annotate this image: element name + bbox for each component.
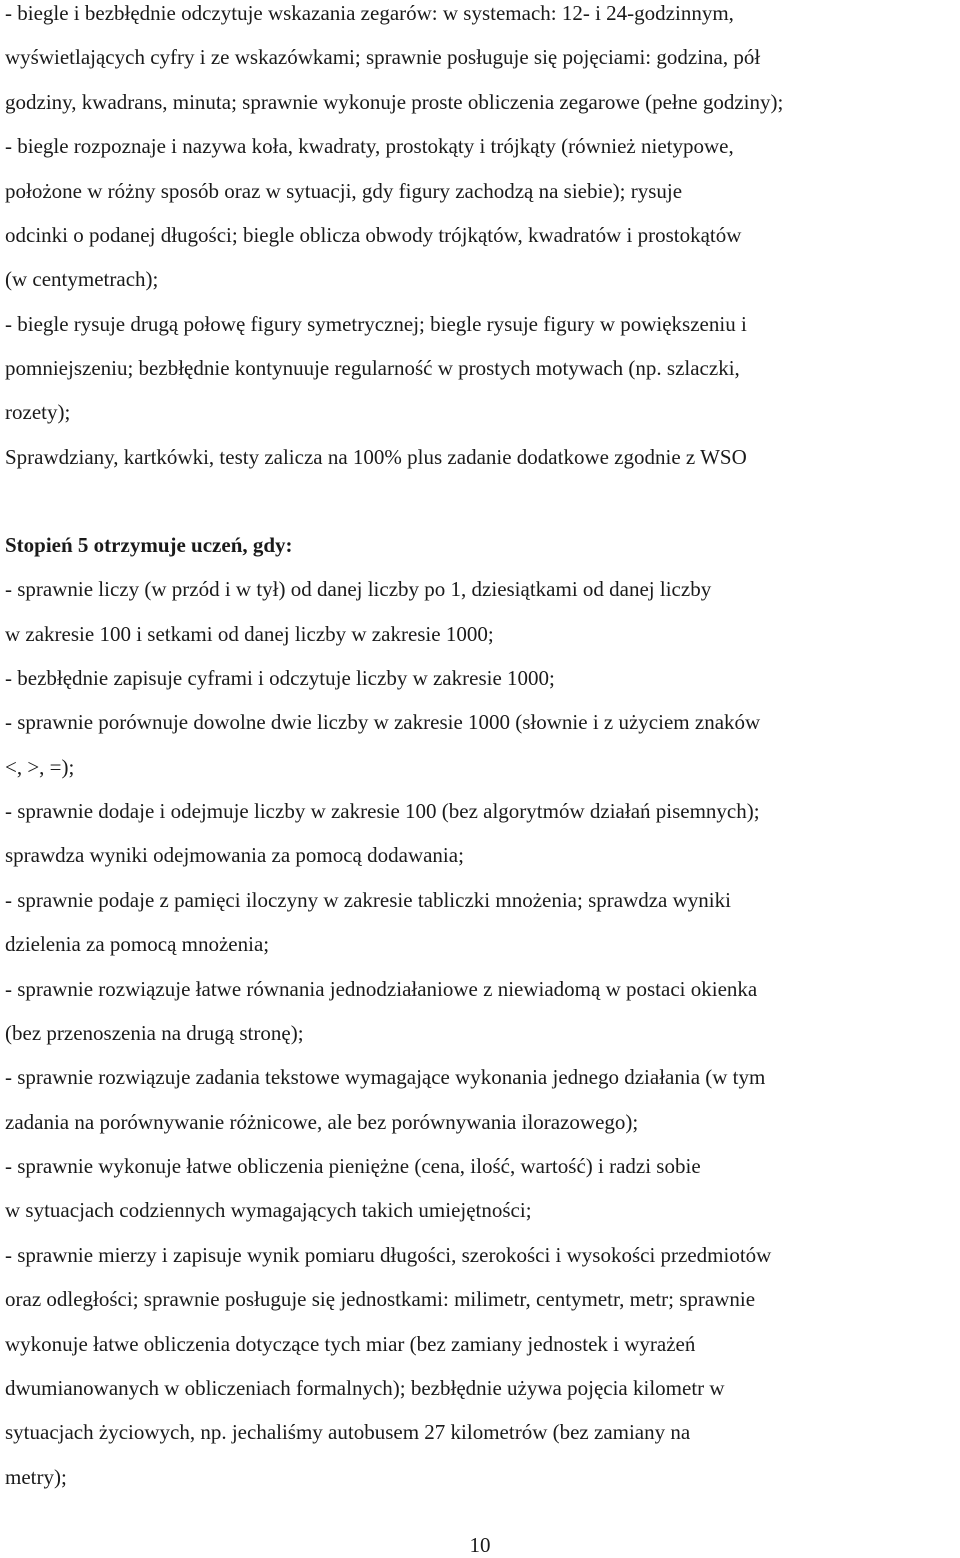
- text-line: godziny, kwadrans, minuta; sprawnie wykonuje proste obliczenia zegarowe (pełne godziny);: [5, 90, 784, 114]
- text-line: dzielenia za pomocą mnożenia;: [5, 932, 270, 956]
- text-line: sytuacjach życiowych, np. jechaliśmy autobusem 27 kilometrów (bez zamiany na: [5, 1420, 691, 1444]
- text-line: - sprawnie mierzy i zapisuje wynik pomiaru długości, szerokości i wysokości przedmiotów: [5, 1243, 772, 1267]
- text-line: - sprawnie podaje z pamięci iloczyny w zakresie tabliczki mnożenia; sprawdza wyniki: [5, 888, 731, 912]
- text-line: pomniejszeniu; bezbłędnie kontynuuje regularność w prostych motywach (np. szlaczki,: [5, 356, 740, 380]
- text-line: zadania na porównywanie różnicowe, ale bez porównywania ilorazowego);: [5, 1110, 639, 1134]
- text-line: - bezbłędnie zapisuje cyframi i odczytuje liczby w zakresie 1000;: [5, 666, 555, 690]
- text-line: rozety);: [5, 400, 71, 424]
- text-line: wykonuje łatwe obliczenia dotyczące tych miar (bez zamiany jednostek i wyrażeń: [5, 1332, 696, 1356]
- text-line: <, >, =);: [5, 755, 75, 779]
- text-line: - sprawnie porównuje dowolne dwie liczby w zakresie 1000 (słownie i z użyciem znaków: [5, 710, 761, 734]
- text-line: odcinki o podanej długości; biegle oblicza obwody trójkątów, kwadratów i prostokątów: [5, 223, 742, 247]
- text-line: w sytuacjach codziennych wymagających takich umiejętności;: [5, 1198, 532, 1222]
- text-line: oraz odległości; sprawnie posługuje się jednostkami: milimetr, centymetr, metr; sprawnie: [5, 1287, 756, 1311]
- text-line: - biegle rozpoznaje i nazywa koła, kwadraty, prostokąty i trójkąty (również nietypowe,: [5, 134, 734, 158]
- text-line: - biegle rysuje drugą połowę figury symetrycznej; biegle rysuje figury w powiększeniu i: [5, 312, 747, 336]
- text-line: wyświetlających cyfry i ze wskazówkami; sprawnie posługuje się pojęciami: godzina, pół: [5, 45, 761, 69]
- text-line: - sprawnie rozwiązuje zadania tekstowe wymagające wykonania jednego działania (w tym: [5, 1065, 766, 1089]
- text-line: - sprawnie rozwiązuje łatwe równania jednodziałaniowe z niewiadomą w postaci okienka: [5, 977, 758, 1001]
- text-line: - sprawnie liczy (w przód i w tył) od danej liczby po 1, dziesiątkami od danej liczby: [5, 577, 712, 601]
- page-number: 10: [469, 1533, 491, 1557]
- text-line: metry);: [5, 1465, 67, 1489]
- text-line: - sprawnie dodaje i odejmuje liczby w zakresie 100 (bez algorytmów działań pisemnych);: [5, 799, 760, 823]
- section-heading-grade-5: Stopień 5 otrzymuje uczeń, gdy:: [5, 533, 293, 557]
- grading-note: Sprawdziany, kartkówki, testy zalicza na 100% plus zadanie dodatkowe zgodnie z WSO: [5, 445, 747, 469]
- text-line: sprawdza wyniki odejmowania za pomocą dodawania;: [5, 843, 464, 867]
- text-line: (bez przenoszenia na drugą stronę);: [5, 1021, 304, 1045]
- text-line: położone w różny sposób oraz w sytuacji, gdy figury zachodzą na siebie); rysuje: [5, 179, 683, 203]
- text-line: w zakresie 100 i setkami od danej liczby w zakresie 1000;: [5, 622, 494, 646]
- text-line: - sprawnie wykonuje łatwe obliczenia pieniężne (cena, ilość, wartość) i radzi sobie: [5, 1154, 701, 1178]
- text-line: - biegle i bezbłędnie odczytuje wskazania zegarów: w systemach: 12- i 24-godzinnym,: [5, 1, 734, 25]
- text-line: (w centymetrach);: [5, 267, 159, 291]
- text-line: dwumianowanych w obliczeniach formalnych); bezbłędnie używa pojęcia kilometr w: [5, 1376, 725, 1400]
